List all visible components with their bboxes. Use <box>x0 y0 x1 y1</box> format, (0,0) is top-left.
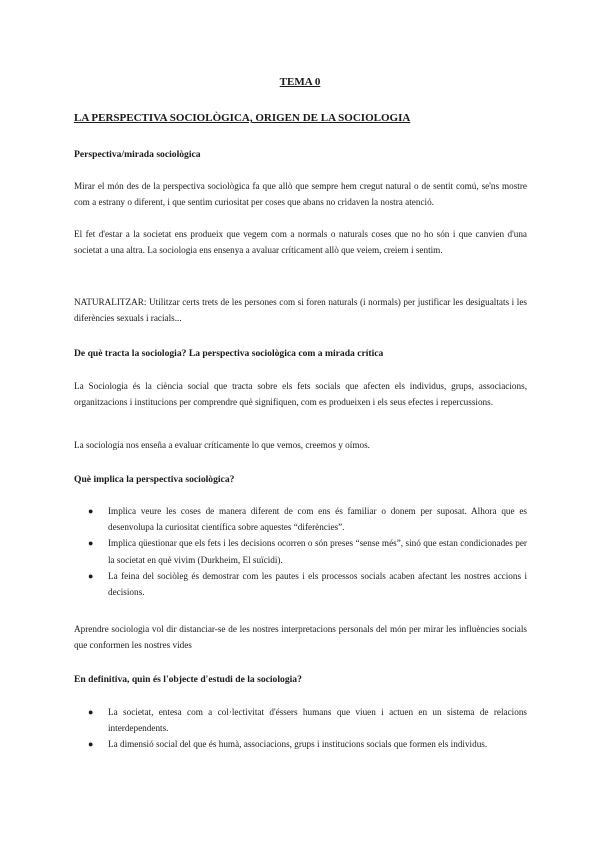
list-item: ● La societat, entesa com a col·lectivitat d'éssers humans que viuen i actuen en un sistema de relacions interdependents. <box>74 704 527 736</box>
paragraph-learning-sociology: Aprendre sociologia vol dir distanciar-se de les nostres interpretacions personals del món per mirar les influències socials que conformen les nostres vides <box>74 624 527 651</box>
paragraph-sociology-definition: La Sociologia és la ciència social que tracta sobre els fets socials que afecten els individus, grups, associacions, organitzacions i institucions per comprendre què signifiquen, com es produeixen i els seus efectes i repercussions. <box>74 381 527 408</box>
bullet-icon: ● <box>88 570 94 581</box>
paragraph-society-normal: El fet d'estar a la societat ens produeix que vegem com a normals o naturals coses que no ho són i que canvien d'una societat a una altra. La sociologia ens ensenya a avaluar críticament allò que veiem, creiem i sentim. <box>74 229 527 256</box>
bullet-icon: ● <box>88 739 94 750</box>
bullet-icon: ● <box>88 707 94 717</box>
list-item: ● Implica veure les coses de manera diferent de com ens és familiar o donem per suposat. Alhora que es desenvolupa la curiositat científica sobre aquestes “diferències”. <box>74 503 527 535</box>
section-heading-perspective: Perspectiva/mirada sociològica <box>74 149 201 160</box>
section-heading-critical-view: De què tracta la sociologia? La perspectiva sociològica com a mirada crítica <box>74 348 384 359</box>
bullet-icon: ● <box>88 538 94 549</box>
page-title: TEMA 0 <box>279 76 321 88</box>
list-item: ● La dimensió social del que és humà, associacions, grups i institucions socials que formen els individus. <box>74 736 527 752</box>
list-item: ● Implica qüestionar que els fets i les decisions ocorren o són preses “sense més”, sinó que estan condicionades per la societat en què vivim (Durkheim, El suïcidi). <box>74 535 527 567</box>
list-item: ● La feina del sociòleg és demostrar com les pautes i els processos socials acaben afectant les nostres accions i decisions. <box>74 568 527 600</box>
paragraph-spanish-note: La sociología nos enseña a evaluar críticamente lo que vemos, creemos y oímos. <box>74 440 370 450</box>
implications-list <box>74 503 527 600</box>
paragraph-naturalize: NATURALITZAR: Utilitzar certs trets de les persones com si foren naturals (i normals) per justificar les desigualtats i les diferències sexuals i racials... <box>74 297 527 324</box>
section-heading-object-of-study: En definitiva, quin és l'objecte d'estudi de la sociologia? <box>74 674 302 685</box>
bullet-icon: ● <box>88 506 94 516</box>
section-heading-implications: Què implica la perspectiva sociològica? <box>74 474 235 485</box>
paragraph-perspective-intro: Mirar el món des de la perspectiva sociològica fa que allò que sempre hem cregut natural o de sentit comú, se'ns mostre com a estrany o diferent, i que sentim curiositat per coses que abans no cridaven la nostra atenció. <box>74 181 527 208</box>
object-of-study-list <box>74 704 527 753</box>
document-subtitle: LA PERSPECTIVA SOCIOLÒGICA, ORIGEN DE LA SOCIOLOGIA <box>74 112 411 124</box>
